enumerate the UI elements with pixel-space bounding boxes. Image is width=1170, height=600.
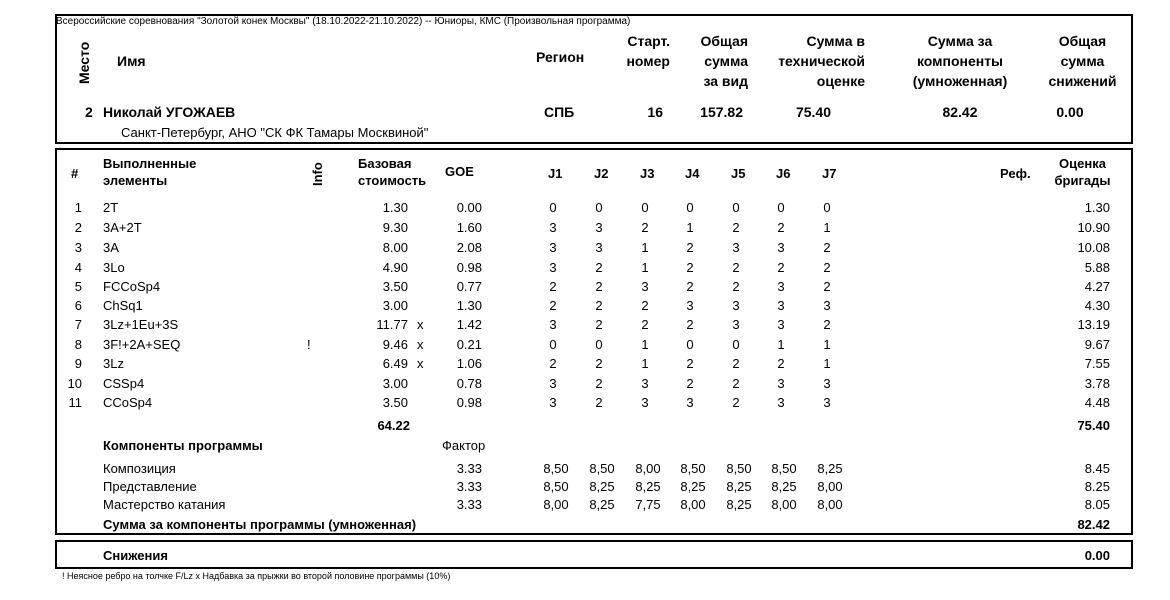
component-name: Представление <box>103 479 197 494</box>
element-goe: 0.98 <box>456 395 482 410</box>
element-panel-score: 10.08 <box>1077 240 1110 255</box>
component-panel-score: 8.45 <box>1084 461 1110 476</box>
element-row-number: 1 <box>74 200 82 215</box>
element-goe: 1.42 <box>456 317 482 332</box>
element-code: 3A <box>103 240 119 255</box>
element-row-number: 10 <box>67 376 82 391</box>
element-base-value: 3.00 <box>382 376 408 391</box>
element-row-number: 4 <box>74 260 82 275</box>
element-panel-score: 9.67 <box>1084 337 1110 352</box>
num-header: # <box>71 166 79 181</box>
element-judge-score: 3 <box>549 317 557 332</box>
element-panel-score: 1.30 <box>1084 200 1110 215</box>
element-judge-score: 1 <box>823 220 831 235</box>
element-panel-score: 5.88 <box>1084 260 1110 275</box>
element-judge-score: 2 <box>732 279 740 294</box>
skater-name: Николай УГОЖАЕВ <box>103 104 236 120</box>
component-judge-score: 8,50 <box>680 461 706 476</box>
element-row-number: 6 <box>74 298 82 313</box>
element-goe: 0.78 <box>456 376 482 391</box>
element-judge-score: 3 <box>641 395 649 410</box>
component-panel-score: 8.25 <box>1084 479 1110 494</box>
element-judge-score: 0 <box>595 337 603 352</box>
element-panel-score: 3.78 <box>1084 376 1110 391</box>
element-info: ! <box>307 337 311 352</box>
element-goe: 0.00 <box>456 200 482 215</box>
element-judge-score: 2 <box>595 260 603 275</box>
element-judge-score: 2 <box>549 356 557 371</box>
element-panel-score: 10.90 <box>1077 220 1110 235</box>
element-judge-score: 2 <box>823 260 831 275</box>
element-judge-score: 2 <box>823 279 831 294</box>
element-judge-score: 2 <box>823 240 831 255</box>
element-goe: 0.98 <box>456 260 482 275</box>
judge-header-2: J2 <box>594 166 609 181</box>
element-judge-score: 1 <box>823 337 831 352</box>
element-code: FCCoSp4 <box>103 279 161 294</box>
element-judge-score: 2 <box>595 279 603 294</box>
element-row-number: 2 <box>74 220 82 235</box>
element-judge-score: 2 <box>777 356 785 371</box>
judge-header-4: J4 <box>685 166 700 181</box>
element-judge-score: 2 <box>686 240 694 255</box>
element-panel-score: 7.55 <box>1084 356 1110 371</box>
element-judge-score: 3 <box>686 395 694 410</box>
component-judge-score: 8,25 <box>726 497 752 512</box>
skater-club: Санкт-Петербург, АНО "СК ФК Тамары Москвиной" <box>121 125 429 140</box>
component-judge-score: 8,50 <box>771 461 797 476</box>
component-judge-score: 8,25 <box>817 461 843 476</box>
element-base-value: 9.30 <box>382 220 408 235</box>
element-judge-score: 1 <box>641 337 649 352</box>
deductions-label: Снижения <box>103 548 168 563</box>
element-judge-score: 0 <box>549 337 557 352</box>
element-judge-score: 3 <box>732 240 740 255</box>
components-total: 82.42 <box>1077 517 1110 532</box>
element-judge-score: 3 <box>641 279 649 294</box>
component-judge-score: 8,50 <box>726 461 752 476</box>
element-judge-score: 2 <box>595 395 603 410</box>
region-header: Регион <box>536 49 585 65</box>
element-code: 3Lz <box>103 356 124 371</box>
element-judge-score: 3 <box>777 395 785 410</box>
judge-header-5: J5 <box>731 166 746 181</box>
element-judge-score: 3 <box>823 376 831 391</box>
element-judge-score: 0 <box>823 200 831 215</box>
element-judge-score: 0 <box>686 337 694 352</box>
element-judge-score: 3 <box>777 279 785 294</box>
element-judge-score: 2 <box>686 279 694 294</box>
element-judge-score: 3 <box>549 260 557 275</box>
component-judge-score: 8,25 <box>635 479 661 494</box>
element-bonus-mark: x <box>417 356 424 371</box>
element-judge-score: 3 <box>641 376 649 391</box>
pcs-value: 82.42 <box>942 104 978 120</box>
element-base-value: 3.50 <box>382 395 408 410</box>
element-row-number: 9 <box>74 356 82 371</box>
element-judge-score: 3 <box>595 240 603 255</box>
element-judge-score: 0 <box>641 200 649 215</box>
tes-header: Сумма в технической оценке <box>778 33 865 89</box>
goe-header: GOE <box>445 164 474 179</box>
component-judge-score: 8,25 <box>589 497 615 512</box>
element-judge-score: 3 <box>686 298 694 313</box>
component-judge-score: 8,25 <box>771 479 797 494</box>
component-judge-score: 8,00 <box>817 479 843 494</box>
component-factor: 3.33 <box>456 461 482 476</box>
element-code: 3A+2T <box>103 220 142 235</box>
element-base-value: 6.49 <box>382 356 408 371</box>
event-line: Всероссийские соревнования "Золотой конек Москвы" (18.10.2022-21.10.2022) -- Юниоры, КМС (Произвольная программа) <box>56 16 631 27</box>
element-judge-score: 3 <box>777 298 785 313</box>
element-judge-score: 3 <box>549 395 557 410</box>
element-judge-score: 2 <box>641 220 649 235</box>
score-header: Оценка бригады <box>1054 156 1111 188</box>
base-total: 64.22 <box>377 418 410 433</box>
deductions-box <box>55 540 1133 569</box>
element-code: CSSp4 <box>103 376 145 391</box>
element-judge-score: 2 <box>641 298 649 313</box>
element-row-number: 7 <box>74 317 82 332</box>
element-judge-score: 1 <box>641 260 649 275</box>
element-judge-score: 2 <box>595 298 603 313</box>
element-bonus-mark: x <box>417 337 424 352</box>
component-factor: 3.33 <box>456 497 482 512</box>
component-judge-score: 8,00 <box>771 497 797 512</box>
element-judge-score: 2 <box>686 356 694 371</box>
element-judge-score: 3 <box>549 376 557 391</box>
referee-header: Реф. <box>1000 166 1031 181</box>
element-judge-score: 1 <box>823 356 831 371</box>
component-name: Мастерство катания <box>103 497 226 512</box>
element-judge-score: 2 <box>686 376 694 391</box>
element-judge-score: 2 <box>777 260 785 275</box>
element-goe: 1.06 <box>456 356 482 371</box>
components-total-label: Сумма за компоненты программы (умноженная) <box>103 517 417 532</box>
judge-header-7: J7 <box>822 166 837 181</box>
element-base-value: 1.30 <box>382 200 408 215</box>
name-header: Имя <box>117 53 146 69</box>
factor-label: Фактор <box>442 438 486 453</box>
element-judge-score: 3 <box>777 376 785 391</box>
element-row-number: 11 <box>68 395 82 410</box>
components-title: Компоненты программы <box>103 438 263 453</box>
component-factor: 3.33 <box>456 479 482 494</box>
element-panel-score: 4.27 <box>1084 279 1110 294</box>
element-panel-score: 13.19 <box>1077 317 1110 332</box>
element-judge-score: 2 <box>595 376 603 391</box>
element-judge-score: 0 <box>732 200 740 215</box>
component-judge-score: 8,25 <box>680 479 706 494</box>
element-code: 3F!+2A+SEQ <box>103 337 181 352</box>
score-total: 75.40 <box>1077 418 1110 433</box>
element-base-value: 3.50 <box>382 279 408 294</box>
element-panel-score: 4.48 <box>1084 395 1110 410</box>
element-judge-score: 2 <box>732 376 740 391</box>
element-judge-score: 2 <box>641 317 649 332</box>
element-judge-score: 0 <box>777 200 785 215</box>
element-judge-score: 3 <box>549 220 557 235</box>
component-judge-score: 8,50 <box>543 479 569 494</box>
component-judge-score: 7,75 <box>635 497 661 512</box>
element-judge-score: 1 <box>641 240 649 255</box>
element-goe: 0.77 <box>456 279 482 294</box>
judge-header-3: J3 <box>640 166 655 181</box>
element-code: ChSq1 <box>103 298 143 313</box>
component-name: Композиция <box>103 461 176 476</box>
judge-header-1: J1 <box>548 166 563 181</box>
place-value: 2 <box>85 104 93 120</box>
component-judge-score: 8,00 <box>635 461 661 476</box>
total-header: Общая сумма за вид <box>700 33 748 89</box>
start-header: Старт. номер <box>626 33 670 69</box>
element-judge-score: 2 <box>732 260 740 275</box>
component-judge-score: 8,25 <box>726 479 752 494</box>
start-value: 16 <box>647 104 663 120</box>
element-panel-score: 4.30 <box>1084 298 1110 313</box>
element-base-value: 11.77 <box>376 317 408 332</box>
element-judge-score: 2 <box>549 279 557 294</box>
element-judge-score: 3 <box>823 395 831 410</box>
element-judge-score: 3 <box>732 298 740 313</box>
component-panel-score: 8.05 <box>1084 497 1110 512</box>
pcs-header: Сумма за компоненты (умноженная) <box>912 33 1008 89</box>
tes-value: 75.40 <box>795 104 831 120</box>
element-judge-score: 0 <box>686 200 694 215</box>
element-base-value: 9.46 <box>382 337 408 352</box>
element-base-value: 4.90 <box>382 260 408 275</box>
element-judge-score: 0 <box>595 200 603 215</box>
element-base-value: 3.00 <box>382 298 408 313</box>
element-goe: 2.08 <box>456 240 482 255</box>
element-judge-score: 2 <box>549 298 557 313</box>
element-judge-score: 1 <box>777 337 785 352</box>
deductions-header: Общая сумма снижений <box>1048 33 1117 89</box>
component-judge-score: 8,25 <box>589 479 615 494</box>
element-goe: 1.60 <box>456 220 482 235</box>
element-goe: 0.21 <box>456 337 482 352</box>
element-row-number: 8 <box>74 337 82 352</box>
total-value: 157.82 <box>700 104 743 120</box>
element-code: CCoSp4 <box>103 395 153 410</box>
element-judge-score: 3 <box>549 240 557 255</box>
component-judge-score: 8,00 <box>543 497 569 512</box>
region-value: СПБ <box>544 104 575 120</box>
base-header: Базовая стоимость <box>358 156 427 188</box>
element-row-number: 3 <box>74 240 82 255</box>
element-judge-score: 2 <box>595 356 603 371</box>
deductions-total: 0.00 <box>1084 548 1110 563</box>
element-judge-score: 3 <box>823 298 831 313</box>
element-code: 2T <box>103 200 119 215</box>
element-row-number: 5 <box>74 279 82 294</box>
element-judge-score: 1 <box>641 356 649 371</box>
element-judge-score: 2 <box>732 220 740 235</box>
element-judge-score: 1 <box>686 220 694 235</box>
element-bonus-mark: x <box>417 317 424 332</box>
component-judge-score: 8,50 <box>589 461 615 476</box>
element-judge-score: 2 <box>823 317 831 332</box>
info-header: Info <box>310 162 325 186</box>
element-judge-score: 3 <box>732 317 740 332</box>
element-goe: 1.30 <box>456 298 482 313</box>
element-judge-score: 3 <box>777 240 785 255</box>
element-judge-score: 2 <box>595 317 603 332</box>
element-judge-score: 3 <box>595 220 603 235</box>
element-judge-score: 2 <box>732 395 740 410</box>
footnote: ! Неясное ребро на толчке F/Lz x Надбавка за прыжки во второй половине программы (10%) <box>62 571 451 581</box>
element-code: 3Lo <box>103 260 125 275</box>
component-judge-score: 8,00 <box>817 497 843 512</box>
place-header: Место <box>76 41 92 84</box>
component-judge-score: 8,00 <box>680 497 706 512</box>
element-base-value: 8.00 <box>382 240 408 255</box>
deductions-value: 0.00 <box>1056 104 1084 120</box>
component-judge-score: 8,50 <box>543 461 569 476</box>
element-judge-score: 0 <box>549 200 557 215</box>
element-code: 3Lz+1Eu+3S <box>103 317 179 332</box>
judge-header-6: J6 <box>776 166 791 181</box>
element-judge-score: 2 <box>777 220 785 235</box>
element-judge-score: 3 <box>777 317 785 332</box>
element-judge-score: 2 <box>732 356 740 371</box>
element-judge-score: 2 <box>686 317 694 332</box>
element-judge-score: 2 <box>686 260 694 275</box>
element-judge-score: 0 <box>732 337 740 352</box>
element-header: Выполненные элементы <box>103 156 197 188</box>
